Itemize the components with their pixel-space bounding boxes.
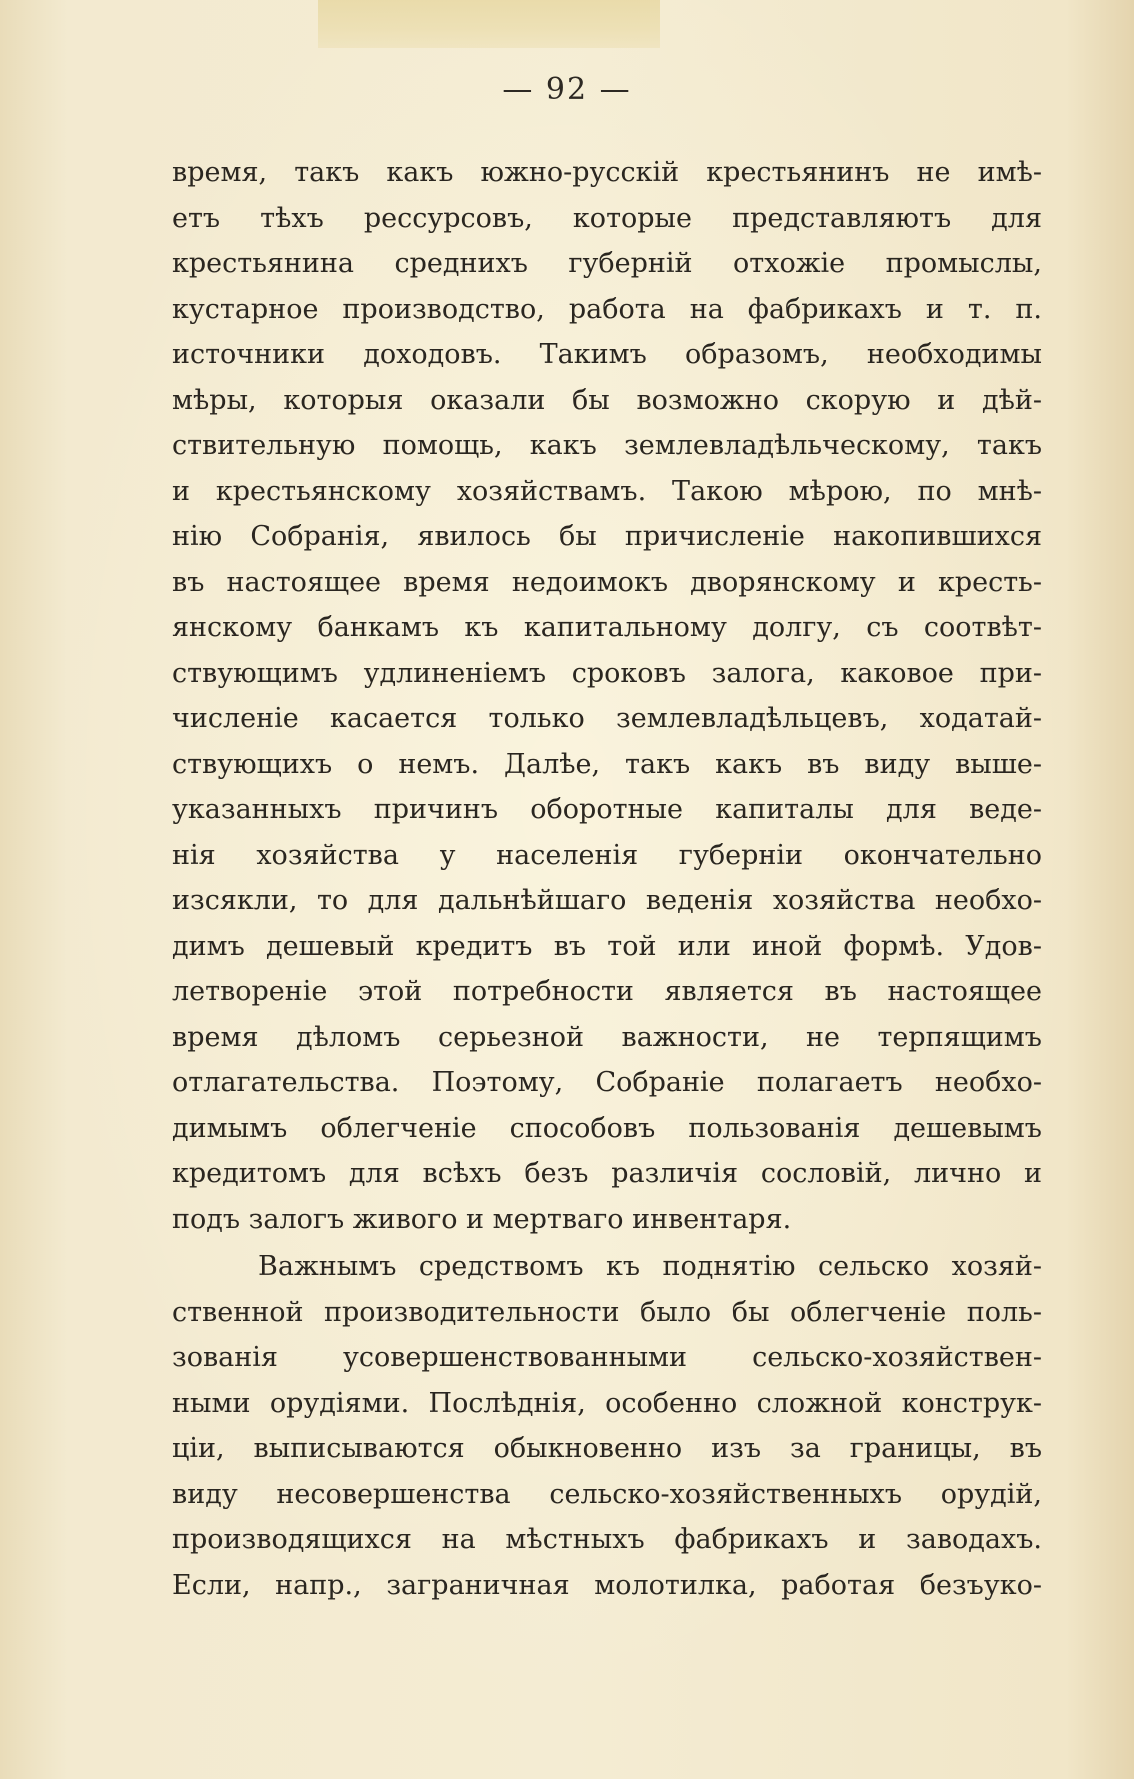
text-line: отлагательства. Поэтому, Собраніе полагаетъ необхо- — [172, 1067, 1042, 1098]
text-line: источники доходовъ. Такимъ образомъ, необходимы — [172, 339, 1042, 370]
text-line: летвореніе этой потребности является въ настоящее — [172, 976, 1042, 1007]
paragraph-1 — [172, 150, 1042, 1242]
text-line: мѣры, которыя оказали бы возможно скорую и дѣй- — [172, 384, 1042, 416]
text-line: ціи, выписываются обыкновенно изъ за границы, въ — [172, 1433, 1042, 1464]
text-line: янскому банкамъ къ капитальному долгу, съ соотвѣт- — [172, 612, 1042, 643]
paragraph-2 — [172, 1244, 1042, 1608]
text-line: Важнымъ средствомъ къ поднятію сельско хозяй- — [258, 1251, 1042, 1282]
text-line: изсякли, то для дальнѣйшаго веденія хозяйства необхо- — [172, 885, 1042, 916]
text-line: ствительную помощь, какъ землевладѣльческому, такъ — [172, 430, 1042, 461]
text-line: крестьянина среднихъ губерній отхожіе промыслы, — [172, 248, 1042, 279]
text-line: численіе касается только землевладѣльцевъ, ходатай- — [172, 703, 1042, 734]
text-line: подъ залогъ живого и мертваго инвентаря. — [172, 1203, 792, 1235]
text-line: производящихся на мѣстныхъ фабрикахъ и заводахъ. — [172, 1524, 1042, 1555]
text-line: ными орудіями. Послѣднія, особенно сложной конструк- — [172, 1387, 1042, 1419]
text-line: время дѣломъ серьезной важности, не терпящимъ — [172, 1021, 1042, 1053]
text-line: димъ дешевый кредитъ въ той или иной формѣ. Удов- — [172, 930, 1042, 962]
text-line: нію Собранія, явилось бы причисленіе накопившихся — [172, 521, 1042, 552]
text-line: ствующимъ удлиненіемъ сроковъ залога, каковое при- — [172, 657, 1042, 689]
text-line: виду несовершенства сельско-хозяйственныхъ орудій, — [172, 1478, 1042, 1510]
text-line: ственной производительности было бы облегченіе поль- — [172, 1296, 1042, 1328]
text-line: Если, напр., заграничная молотилка, работая безъуко- — [172, 1569, 1042, 1601]
text-line: кредитомъ для всѣхъ безъ различія сословій, лично и — [172, 1158, 1042, 1189]
body-text — [172, 150, 1042, 1608]
text-line: димымъ облегченіе способовъ пользованія дешевымъ — [172, 1112, 1042, 1144]
page-number: — 92 — — [502, 72, 632, 107]
text-line: етъ тѣхъ рессурсовъ, которые представляютъ для — [172, 202, 1042, 234]
text-line: кустарное производство, работа на фабрикахъ и т. п. — [172, 293, 1042, 325]
text-line: указанныхъ причинъ оборотные капиталы для веде- — [172, 794, 1042, 825]
text-line: время, такъ какъ южно-русскій крестьянинъ не имѣ- — [172, 157, 1042, 188]
text-line: и крестьянскому хозяйствамъ. Такою мѣрою, по мнѣ- — [172, 475, 1042, 507]
text-line: въ настоящее время недоимокъ дворянскому и кресть- — [172, 566, 1042, 598]
tape-mark — [318, 0, 660, 48]
text-line: зованія усовершенствованными сельско-хозяйствен- — [172, 1342, 1042, 1373]
text-line: ствующихъ о немъ. Далѣе, такъ какъ въ виду выше- — [172, 748, 1042, 780]
text-line: нія хозяйства у населенія губерніи окончательно — [172, 839, 1042, 871]
